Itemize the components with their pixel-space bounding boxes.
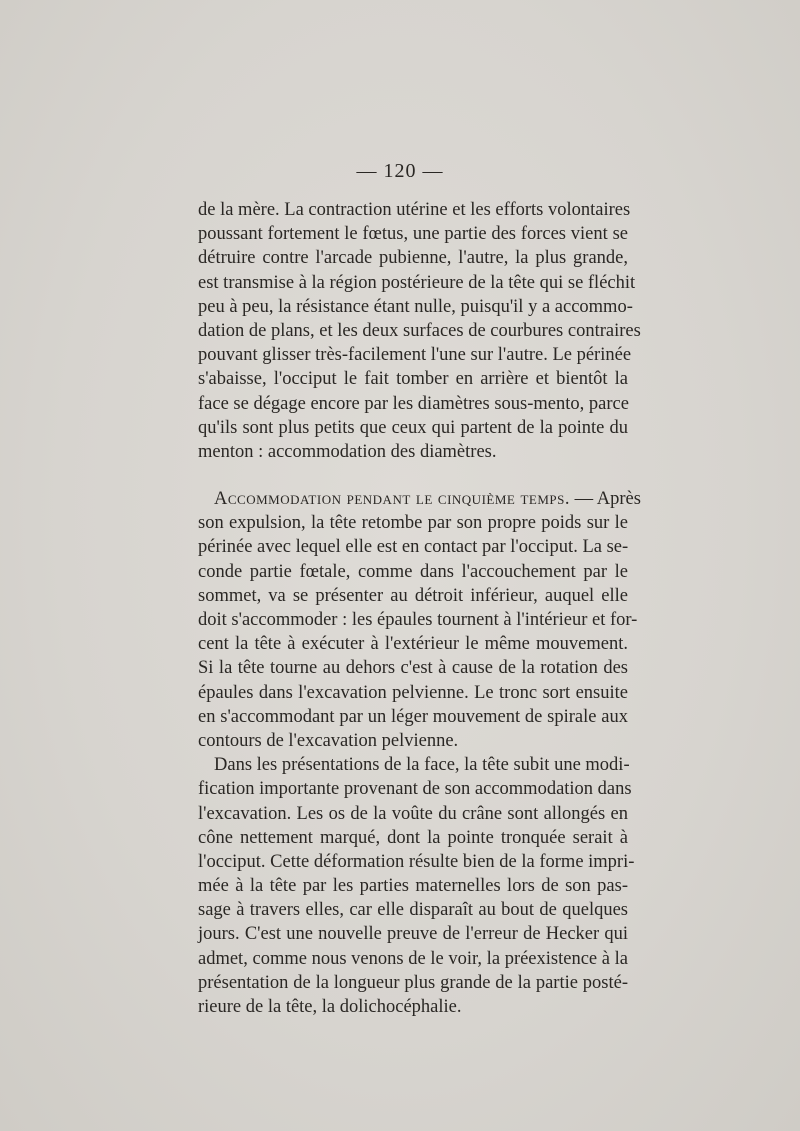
- text-line: s'abaisse, l'occiput le fait tomber en arrière et bientôt la: [198, 369, 628, 390]
- text-line: sage à travers elles, car elle disparaît au bout de quelques: [198, 900, 628, 921]
- text-line: poussant fortement le fœtus, une partie des forces vient se: [198, 224, 628, 245]
- section-heading-line: [198, 487, 641, 511]
- text-line: fication importante provenant de son accommodation dans: [198, 779, 632, 800]
- text-line: de la mère. La contraction utérine et les efforts volontaires: [198, 200, 631, 220]
- text-line: périnée avec lequel elle est en contact par l'occiput. La se-: [198, 537, 629, 558]
- text-line: contours de l'excavation pelvienne.: [198, 730, 459, 751]
- text-line: son expulsion, la tête retombe par son propre poids sur le: [198, 513, 628, 534]
- text-line: doit s'accommoder : les épaules tournent à l'intérieur et for-: [198, 610, 638, 630]
- text-line: épaules dans l'excavation pelvienne. Le tronc sort ensuite: [198, 682, 628, 703]
- text-line: conde partie fœtale, comme dans l'accouchement par le: [198, 561, 628, 582]
- heading-line-rest: — Après: [570, 489, 641, 510]
- paragraph-2: [198, 487, 641, 753]
- paragraph-gap: [198, 464, 628, 487]
- section-heading: Accommodation pendant le cinquième temps.: [214, 489, 570, 510]
- text-line: sommet, va se présenter au détroit inférieur, auquel elle: [198, 585, 628, 606]
- text-line: Dans les présentations de la face, la tête subit une modi-: [214, 755, 630, 776]
- text-line: Si la tête tourne au dehors c'est à cause de la rotation des: [198, 658, 628, 679]
- text-line: qu'ils sont plus petits que ceux qui partent de la pointe du: [198, 417, 628, 438]
- text-line: cône nettement marqué, dont la pointe tronquée serait à: [198, 827, 628, 848]
- paragraph-1: [198, 198, 641, 464]
- text-line: l'occiput. Cette déformation résulte bien de la forme impri-: [198, 851, 635, 872]
- text-line: jours. C'est une nouvelle preuve de l'erreur de Hecker qui: [198, 924, 628, 945]
- text-line: est transmise à la région postérieure de la tête qui se fléchit: [198, 272, 636, 293]
- text-line: détruire contre l'arcade pubienne, l'autre, la plus grande,: [198, 248, 628, 269]
- text-line: dation de plans, et les deux surfaces de courbures contraires: [198, 320, 641, 341]
- text-line: peu à peu, la résistance étant nulle, puisqu'il y a accommo-: [198, 296, 633, 317]
- text-line: rieure de la tête, la dolichocéphalie.: [198, 997, 462, 1017]
- text-line: en s'accommodant par un léger mouvement de spirale aux: [198, 706, 628, 727]
- paragraph-3: [198, 753, 635, 1019]
- text-line: mée à la tête par les parties maternelles lors de son pas-: [198, 876, 628, 897]
- page-number: — 120 —: [356, 160, 444, 182]
- text-line: cent la tête à exécuter à l'extérieur le même mouvement.: [198, 634, 628, 655]
- text-line: face se dégage encore par les diamètres sous-mento, parce: [198, 393, 629, 414]
- text-line: menton : accommodation des diamètres.: [198, 441, 497, 462]
- text-line: présentation de la longueur plus grande de la partie posté-: [198, 972, 628, 993]
- body-text: [198, 198, 641, 1019]
- text-line: admet, comme nous venons de le voir, la préexistence à la: [198, 948, 628, 969]
- text-line: l'excavation. Les os de la voûte du crâne sont allongés en: [198, 803, 628, 824]
- text-line: pouvant glisser très-facilement l'une sur l'autre. Le périnée: [198, 345, 632, 366]
